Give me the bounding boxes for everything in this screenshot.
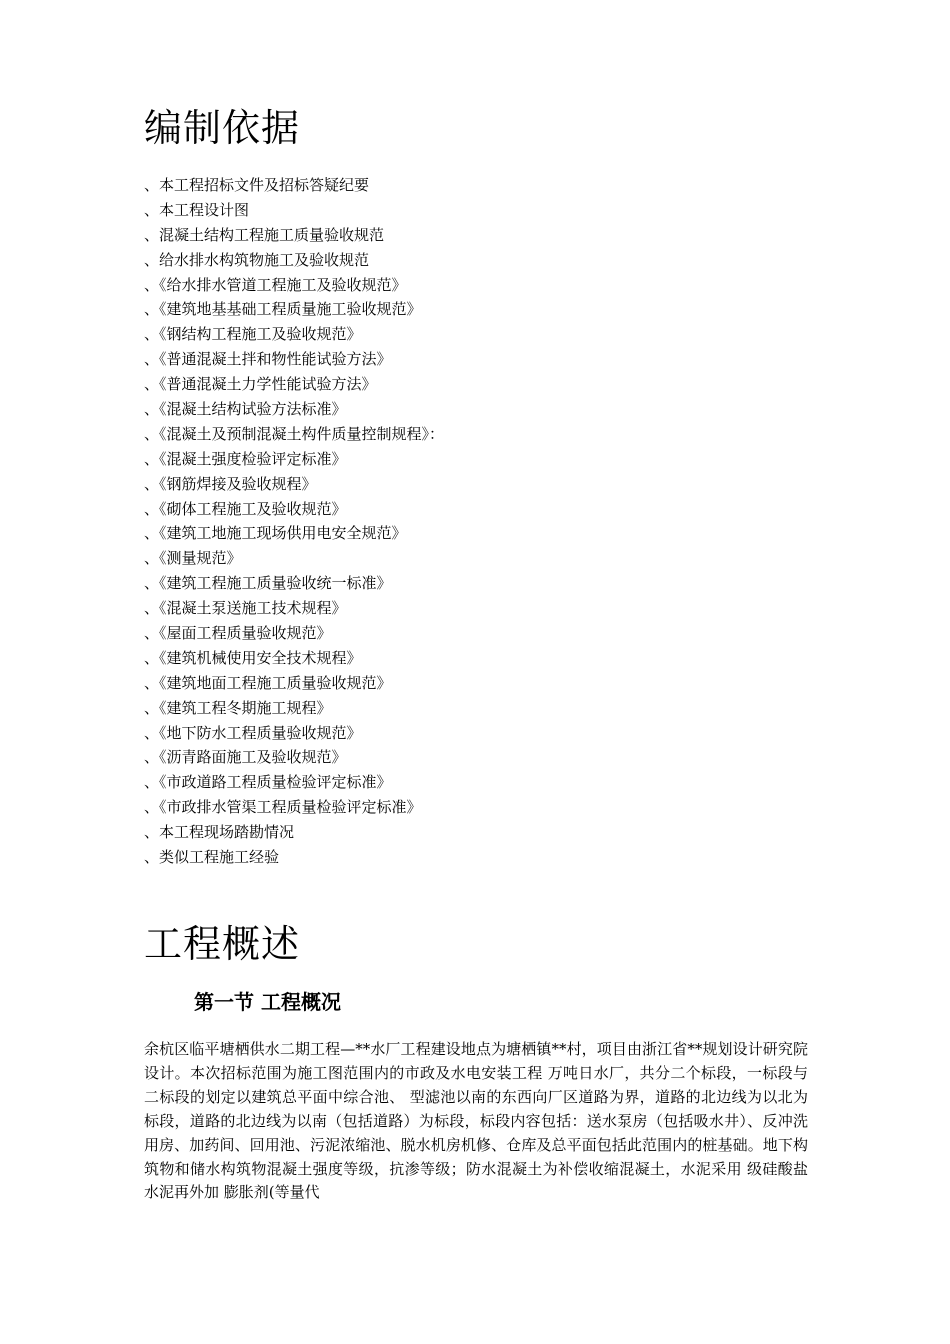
reference-item: 、《测量规范》 bbox=[144, 549, 242, 568]
reference-item: 、《普通混凝土拌和物性能试验方法》 bbox=[144, 350, 392, 369]
reference-item: 、《建筑工程冬期施工规程》 bbox=[144, 698, 332, 717]
reference-item: 、《混凝土强度检验评定标准》 bbox=[144, 449, 347, 468]
section-title-basis: 编制依据 bbox=[144, 106, 301, 150]
reference-item: 、《砌体工程施工及验收规范》 bbox=[144, 499, 347, 518]
reference-item: 、《沥青路面施工及验收规范》 bbox=[144, 748, 347, 767]
reference-item: 、《建筑地基基础工程质量施工验收规范》 bbox=[144, 300, 422, 319]
section-title-overview: 工程概述 bbox=[144, 922, 301, 966]
reference-item: 、本工程设计图 bbox=[144, 200, 250, 219]
reference-item: 、《给水排水管道工程施工及验收规范》 bbox=[144, 275, 407, 294]
reference-item: 、《钢筋焊接及验收规程》 bbox=[144, 474, 317, 493]
reference-item: 、本工程现场踏勘情况 bbox=[144, 823, 295, 842]
reference-item: 、本工程招标文件及招标答疑纪要 bbox=[144, 176, 370, 194]
subsection-title: 第一节 工程概况 bbox=[194, 990, 341, 1014]
reference-list bbox=[144, 173, 444, 870]
reference-item: 、《钢结构工程施工及验收规范》 bbox=[144, 325, 362, 344]
reference-item: 、《普通混凝土力学性能试验方法》 bbox=[144, 375, 377, 394]
reference-item: 、类似工程施工经验 bbox=[144, 848, 280, 867]
reference-item: 、《建筑工地施工现场供用电安全规范》 bbox=[144, 524, 407, 543]
reference-item: 、《市政排水管渠工程质量检验评定标准》 bbox=[144, 798, 422, 817]
overview-paragraph: 余杭区临平塘栖供水二期工程—**水厂工程建设地点为塘栖镇**村，项目由浙江省**规划设计研究院设计。本次招标范围为施工图范围内的市政及水电安装工程 万吨日水厂，共分二个标段，一标段与二标段的划定以建筑总平面中综合池、 型滤池以南的东西向厂区道路为界，道路的北边线为以北为标段，道路的北边线为以南（包括道路）为标段，标段内容包括：送水泵房（包括吸水井）、反冲洗用房、加药间、回用池、污泥浓缩池、脱水机房机修、仓库及总平面包括此范围内的桩基础。地下构筑物和储水构筑物混凝土强度等级，抗渗等级；防水混凝土为补偿收缩混凝土，水泥采用 级硅酸盐水泥再外加 膨胀剂(等量代 bbox=[144, 1040, 808, 1202]
reference-item: 、《混凝土泵送施工技术规程》 bbox=[144, 599, 347, 618]
reference-item: 、《地下防水工程质量验收规范》 bbox=[144, 723, 362, 742]
reference-item: 、《混凝土结构试验方法标准》 bbox=[144, 400, 347, 419]
reference-item: 、《混凝土及预制混凝土构件质量控制规程》： bbox=[144, 424, 445, 443]
reference-item: 、《屋面工程质量验收规范》 bbox=[144, 624, 332, 643]
reference-item: 、《建筑工程施工质量验收统一标准》 bbox=[144, 574, 392, 593]
reference-item: 、《建筑地面工程施工质量验收规范》 bbox=[144, 673, 392, 692]
reference-item: 、混凝土结构工程施工质量验收规范 bbox=[144, 225, 385, 244]
reference-item: 、《市政道路工程质量检验评定标准》 bbox=[144, 773, 392, 792]
reference-item: 、《建筑机械使用安全技术规程》 bbox=[144, 648, 362, 667]
reference-item: 、给水排水构筑物施工及验收规范 bbox=[144, 250, 370, 269]
